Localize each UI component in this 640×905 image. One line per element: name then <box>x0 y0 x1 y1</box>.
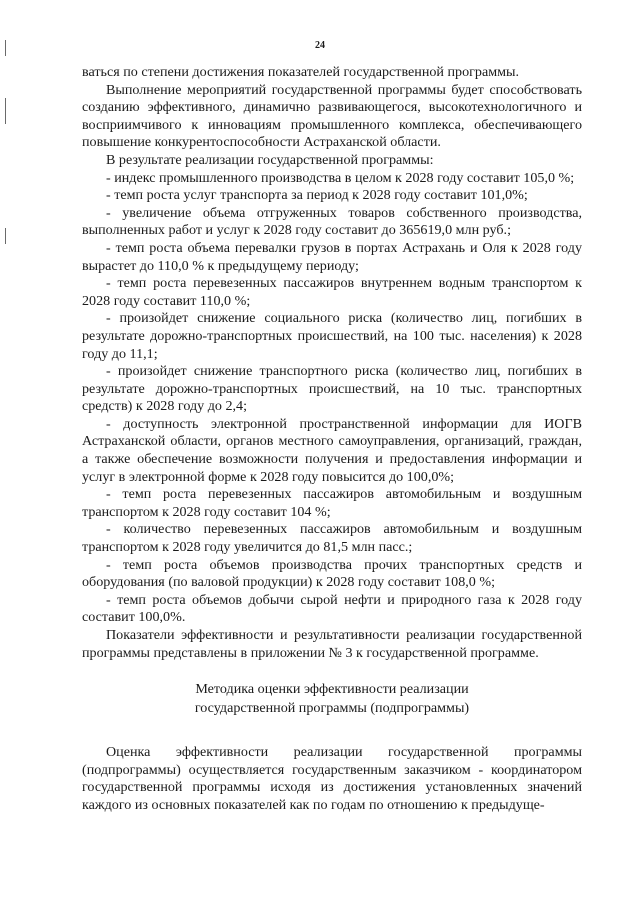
body-paragraph: В результате реализации государственной программы: <box>106 151 434 168</box>
body-paragraph: - увеличение объема отгруженных товаров собственного производства, выполненных работ и услуг к 2028 году составит до 365619,0 млн руб.; <box>82 204 582 239</box>
body-paragraph: - доступность электронной пространственной информации для ИОГВ Астраханской области, органов местного самоуправления, организаций, граждан, а также обеспечение возможности получения и предоставления информации и услуг в электронной форме к 2028 году повысится до 100,0%; <box>82 415 582 485</box>
page-number: 24 <box>315 40 325 51</box>
body-paragraph: - темп роста перевезенных пассажиров внутреннем водным транспортом к 2028 году составит 110,0 %; <box>82 275 582 309</box>
section-heading <box>82 680 582 718</box>
body-paragraph: - произойдет снижение социального риска (количество лиц, погибших в результате дорожно-транспортных происшествий, на 100 тыс. населения) к 2028 году до 11,1; <box>82 310 582 362</box>
scan-edge-mark <box>5 228 6 244</box>
scan-edge-mark <box>5 98 6 124</box>
section-heading-line-1: Методика оценки эффективности реализации <box>195 681 469 698</box>
body-paragraph: - произойдет снижение транспортного риска (количество лиц, погибших в результате дорожно-транспортных происшествий, на 10 тыс. транспортных средств) к 2028 году до 2,4; <box>82 363 582 415</box>
body-paragraph: - темп роста объемов добычи сырой нефти и природного газа к 2028 году составит 100,0%. <box>82 591 582 626</box>
body-paragraph: - темп роста перевезенных пассажиров автомобильным и воздушным транспортом к 2028 году составит 104 %; <box>82 486 582 520</box>
body-paragraph: Оценка эффективности реализации государственной программы (подпрограммы) осуществляется государственным заказчиком - координатором государственной программы исходя из достижения установленных значений каждого из основных показателей как по годам по отношению к предыдуще- <box>82 744 582 813</box>
document-body <box>82 64 582 815</box>
body-paragraph: - темп роста услуг транспорта за период к 2028 году составит 101,0%; <box>106 187 528 204</box>
body-paragraph: - индекс промышленного производства в целом к 2028 году составит 105,0 %; <box>106 169 575 186</box>
body-paragraph: Выполнение мероприятий государственной программы будет способствовать созданию эффективного, динамично развивающегося, высокотехнологичного и восприимчивого к инновациям промышленного комплекса, обеспечивающего повышение конкурентоспособности Астраханской области. <box>82 81 582 151</box>
paragraphs-before-heading <box>82 64 582 662</box>
body-paragraph: Показатели эффективности и результативности реализации государственной программы представлены в приложении № 3 к государственной программе. <box>82 627 582 661</box>
section-heading-line-2: государственной программы (подпрограммы) <box>194 700 470 717</box>
body-paragraph: ваться по степени достижения показателей государственной программы. <box>82 64 520 80</box>
body-paragraph: - темп роста объема перевалки грузов в портах Астрахань и Оля к 2028 году вырастет до 110,0 % к предыдущему периоду; <box>82 239 582 274</box>
body-paragraph: - темп роста объемов производства прочих транспортных средств и оборудования (по валовой продукции) к 2028 году составит 108,0 %; <box>82 556 582 591</box>
body-paragraph: - количество перевезенных пассажиров автомобильным и воздушным транспортом к 2028 году увеличится до 81,5 млн пасс.; <box>82 521 582 556</box>
paragraphs-after-heading <box>82 744 582 814</box>
